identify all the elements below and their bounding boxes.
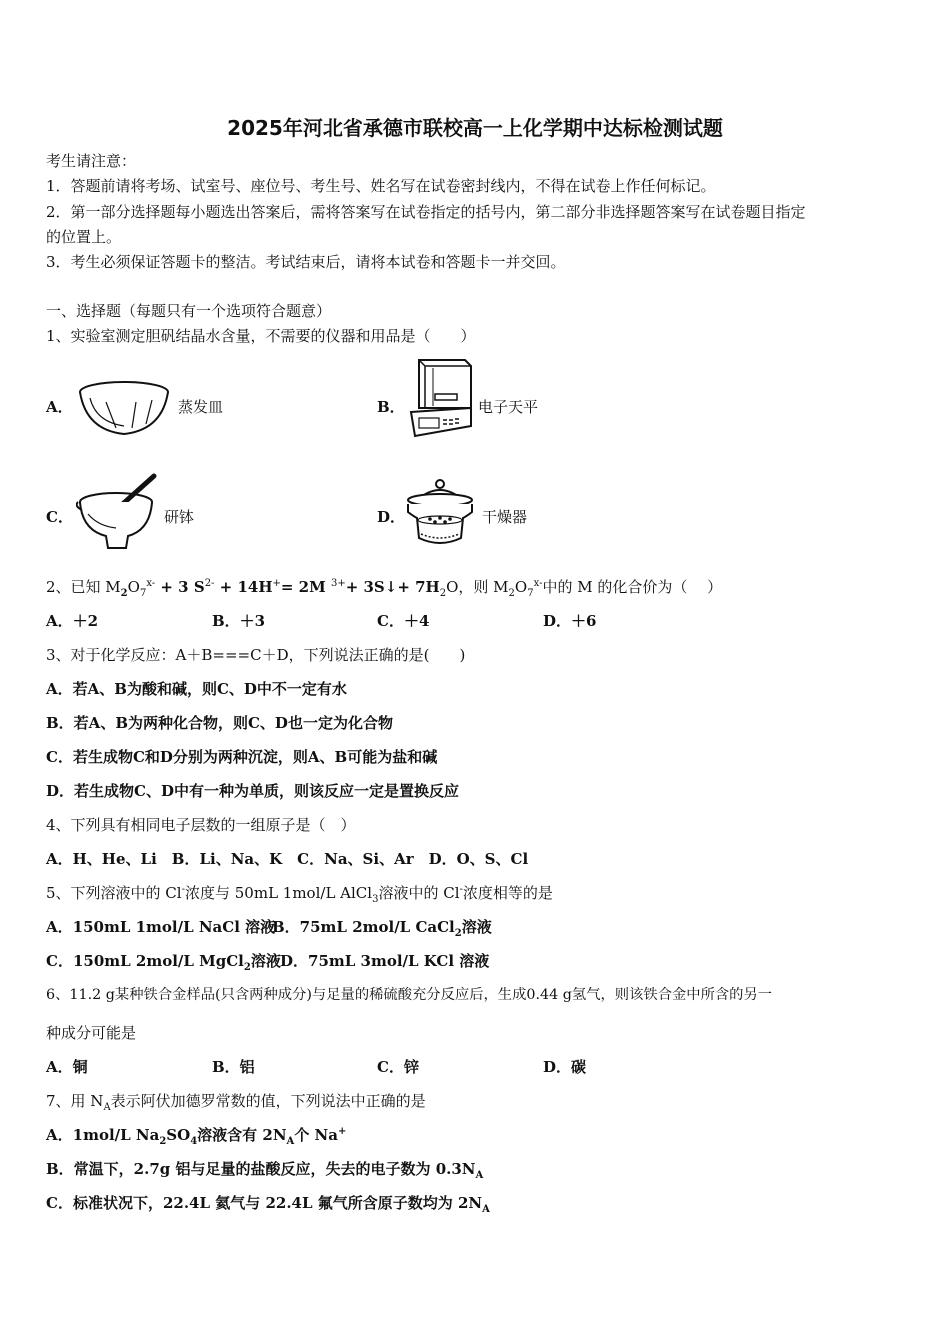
q6-option-a: A．铜 (46, 1058, 88, 1076)
q1-option-a-text: 蒸发皿 (178, 398, 224, 416)
q2-option-c: C．＋4 (377, 612, 430, 630)
q3-option-d: D．若生成物C、D中有一种为单质，则该反应一定是置换反应 (46, 782, 459, 800)
section-heading: 一、选择题（每题只有一个选项符合题意） (46, 302, 332, 320)
page-title: 2025年河北省承德市联校高一上化学期中达标检测试题 (227, 116, 723, 140)
q1-option-d-text: 干燥器 (482, 508, 528, 526)
desiccator-icon (403, 478, 477, 554)
q1-option-b-text: 电子天平 (478, 398, 539, 416)
q3-option-c: C．若生成物C和D分别为两种沉淀，则A、B可能为盐和碱 (46, 748, 438, 766)
q1-stem: 1、实验室测定胆矾结晶水含量，不需要的仪器和用品是（ ） (46, 327, 476, 345)
q6-option-d: D．碳 (543, 1058, 587, 1076)
q6-stem-line-2: 种成分可能是 (46, 1024, 137, 1042)
notice-item-1: 1．答题前请将考场、试室号、座位号、考生号、姓名写在试卷密封线内，不得在试卷上作任何标记。 (46, 177, 716, 195)
notice-item-3: 3．考生必须保证答题卡的整洁。考试结束后，请将本试卷和答题卡一并交回。 (46, 253, 566, 271)
q2-stem: 2、已知 $M_2O_7^{x-} + 3$ $S^{2-} + 14H^+= 2M$ $^{3+}$+ 3S↓+ $7H_2O$，则 $M_2O_7^{x-}$中的 M 的化合价为（ ） (46, 578, 723, 599)
q2-option-b: B．＋3 (212, 612, 266, 630)
mortar-pestle-icon (76, 472, 160, 554)
q2-option-d: D．＋6 (543, 612, 597, 630)
q4-stem: 4、下列具有相同电子层数的一组原子是（ ） (46, 816, 356, 834)
q3-option-a: A．若A、B为酸和碱，则C、D中不一定有水 (46, 680, 347, 698)
q4-options: A．H、He、Li B．Li、Na、K C．Na、Si、Ar D．O、S、Cl (46, 850, 529, 868)
q2-option-a: A．＋2 (46, 612, 99, 630)
q5-stem: 5、下列溶液中的 Cl-浓度与 50mL 1mol/L AlCl$_3$溶液中的 Cl-浓度相等的是 (46, 884, 553, 905)
q1-option-b-letter: B． (377, 398, 405, 416)
notice-item-2: 2．第一部分选择题每小题选出答案后，需将答案写在试卷指定的括号内，第二部分非选择题答案写在试卷题目指定 (46, 203, 806, 221)
q5-option-b: B．75mL 2mol/L CaCl$_2$溶液 (272, 918, 492, 939)
q1-option-a-letter: A． (46, 398, 73, 416)
notice-heading: 考生请注意： (46, 152, 137, 170)
q7-stem: 7、用 $N_A$表示阿伏加德罗常数的值，下列说法中正确的是 (46, 1092, 426, 1113)
notice-item-2-cont: 的位置上。 (46, 228, 122, 246)
electronic-balance-icon (405, 356, 475, 442)
q7-option-c: C．标准状况下，22.4L 氦气与 22.4L 氟气所含原子数均为 $2N_A$ (46, 1194, 490, 1215)
q1-option-c-letter: C． (46, 508, 73, 526)
q3-option-b: B．若A、B为两种化合物，则C、D也一定为化合物 (46, 714, 393, 732)
q6-option-b: B．铝 (212, 1058, 255, 1076)
q1-option-d-letter: D． (377, 508, 406, 526)
q5-option-a: A．150mL 1mol/L NaCl 溶液 (46, 918, 276, 936)
q6-stem-line-1: 6、11.2 g某种铁合金样品(只含两种成分)与足量的稀硫酸充分反应后，生成0.44 g氢气，则该铁合金中所含的另一 (46, 987, 773, 1003)
q7-option-b: B．常温下，2.7g 铝与足量的盐酸反应，失去的电子数为 $0.3N_A$ (46, 1160, 484, 1181)
q5-option-c: C．150mL 2mol/L MgCl$_2$溶液 (46, 952, 281, 973)
q7-option-a: A．1mol/L $Na_2SO_4$溶液含有 $2N_A$个 Na+ (46, 1126, 347, 1147)
q3-stem: 3、对于化学反应：A＋B===C＋D，下列说法正确的是( ) (46, 646, 466, 664)
q5-option-d: D．75mL 3mol/L KCl 溶液 (280, 952, 490, 970)
q6-option-c: C．锌 (377, 1058, 419, 1076)
evaporating-dish-icon (76, 378, 172, 440)
q1-option-c-text: 研钵 (164, 508, 195, 526)
